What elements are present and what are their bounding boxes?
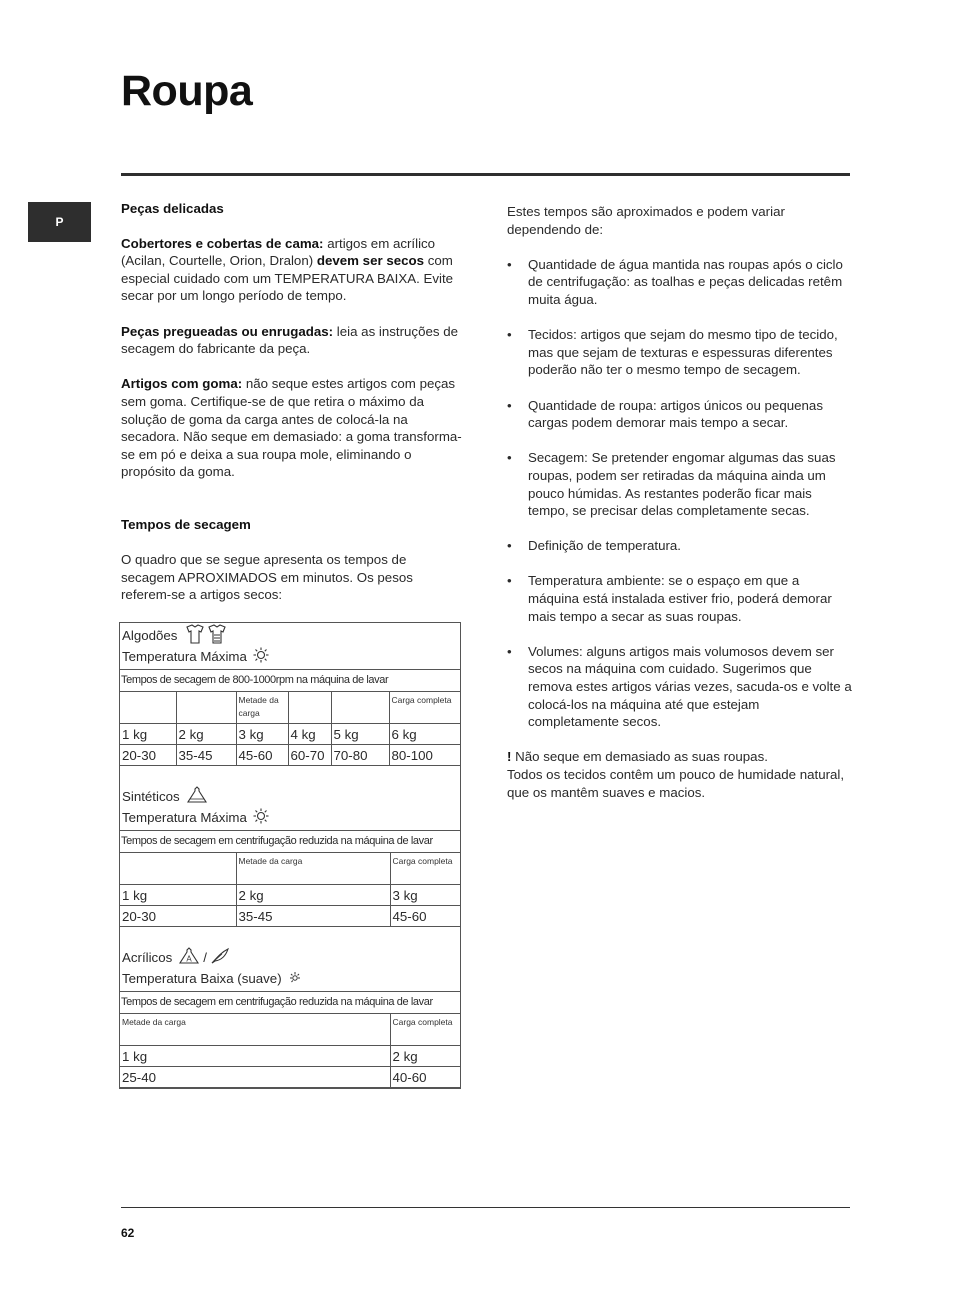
list-item: • Secagem: Se pretender engomar algumas das suas roupas, podem ser retiradas da máquina ainda um pouco húmidas. As restantes poderão ficar mais tempo, se precisar delas completamente secas.	[507, 449, 852, 519]
table-cell: 3 kg	[390, 885, 460, 906]
synthetic-fabric-icon	[186, 785, 208, 808]
warning-text-2: Todos os tecidos contêm um pouco de humidade natural, que os mantêm suaves e macios.	[507, 767, 845, 800]
page-number: 62	[121, 1226, 135, 1240]
top-divider	[121, 173, 850, 176]
cotton-temperature: Temperatura Máxima	[122, 649, 247, 664]
list-item: • Quantidade de roupa: artigos únicos ou pequenas cargas podem demorar mais tempo a secar.	[507, 397, 852, 432]
list-item: • Quantidade de água mantida nas roupas após o ciclo de centrifugação: as toalhas e peças delicadas retêm muita água.	[507, 256, 852, 309]
acrylics-weights-row	[120, 1046, 460, 1067]
list-item: • Temperatura ambiente: se o espaço em que a máquina está instalada estiver frio, poderá demorar mais tempo a secar as suas roupas.	[507, 572, 852, 625]
acrylics-times-row	[120, 1067, 460, 1088]
synthetics-temperature: Temperatura Máxima	[122, 810, 247, 825]
tshirt-icon	[183, 624, 229, 647]
page-title: Roupa	[121, 67, 253, 115]
acrylics-times-grid	[120, 1013, 460, 1088]
heading-delicate-items: Peças delicadas	[121, 201, 224, 216]
heading-drying-times: Tempos de secagem	[121, 516, 251, 532]
blankets-label: Cobertores e cobertas de cama:	[121, 235, 324, 251]
table-cell: 2 kg	[390, 1046, 460, 1067]
acrylics-full-load-label: Carga completa	[390, 1014, 460, 1046]
table-cell: 2 kg	[176, 724, 236, 745]
table-cell: 4 kg	[288, 724, 331, 745]
list-item: • Tecidos: artigos que sejam do mesmo tipo de tecido, mas que sejam de texturas e espessuras diferentes poderão não ter o mesmo tempo de secagem.	[507, 326, 852, 379]
synthetics-condition: Tempos de secagem em centrifugação reduzida na máquina de lavar	[120, 830, 460, 852]
starched-label: Artigos com goma:	[121, 376, 243, 392]
paragraph-pleated	[121, 323, 463, 358]
synthetics-label: Sintéticos	[122, 789, 180, 804]
sun-low-temp-icon	[288, 970, 302, 987]
blankets-text-1: artigos em acrílico (Acilan, Courtelle, Orion, Dralon)	[121, 235, 436, 269]
paragraph-blankets	[121, 235, 463, 305]
table-cell: 1 kg	[120, 724, 176, 745]
bottom-divider	[121, 1207, 850, 1208]
table-cell: 40-60	[390, 1067, 460, 1088]
acrylics-slash: /	[203, 950, 207, 965]
cotton-half-load-label: Metade da carga	[236, 692, 288, 724]
synthetics-weights-row	[120, 885, 460, 906]
acrylics-condition: Tempos de secagem em centrifugação reduzida na máquina de lavar	[120, 991, 460, 1013]
cotton-header	[120, 623, 460, 669]
pleated-text: leia as instruções de secagem do fabricante da peça.	[121, 323, 459, 357]
left-column	[121, 200, 463, 604]
table-cell: 45-60	[390, 906, 460, 927]
table-cell: 5 kg	[331, 724, 389, 745]
svg-text:A: A	[186, 954, 192, 964]
synthetics-full-load-label: Carga completa	[390, 853, 460, 885]
pleated-label: Peças pregueadas ou enrugadas:	[121, 323, 334, 339]
warning-text: Não seque em demasiado as suas roupas.	[511, 749, 768, 765]
drying-times-table	[119, 622, 461, 1089]
paragraph-drying-intro: O quadro que se segue apresenta os tempos de secagem APROXIMADOS em minutos. Os pesos referem-se a artigos secos:	[121, 552, 413, 603]
synthetics-times-row	[120, 906, 460, 927]
language-tab: P	[28, 202, 91, 242]
table-cell: 35-45	[176, 745, 236, 766]
cotton-label: Algodões	[122, 628, 178, 643]
acrylics-half-load-label: Metade da carga	[120, 1014, 390, 1046]
table-cell: 6 kg	[389, 724, 460, 745]
cotton-condition: Tempos de secagem de 800-1000rpm na máquina de lavar	[120, 669, 460, 691]
blankets-text-2: com especial cuidado com um TEMPERATURA BAIXA. Evite secar por um longo período de tempo.	[121, 253, 454, 304]
feather-icon	[210, 947, 230, 968]
paragraph-starched	[121, 375, 463, 481]
table-cell: 70-80	[331, 745, 389, 766]
table-cell: 3 kg	[236, 724, 288, 745]
right-column	[507, 203, 852, 801]
cotton-weights-row	[120, 724, 460, 745]
table-cell: 20-30	[120, 906, 236, 927]
table-cell: 2 kg	[236, 885, 390, 906]
table-cell: 35-45	[236, 906, 390, 927]
cotton-full-load-label: Carga completa	[389, 692, 460, 724]
acrylics-header	[120, 927, 460, 991]
table-cell: 45-60	[236, 745, 288, 766]
warning-mark: !	[507, 749, 512, 765]
table-cell: 80-100	[389, 745, 460, 766]
list-item: • Definição de temperatura.	[507, 537, 852, 555]
table-cell: 25-40	[120, 1067, 390, 1088]
cotton-times-row	[120, 745, 460, 766]
starched-text: não seque estes artigos com peças sem goma. Certifique-se de que retira o máximo da solução de goma da carga antes de colocá-la na secadora. Não seque em demasiado: a goma transforma-se em pó e deixa a sua roupa mole, eliminando o propósito da goma.	[121, 376, 462, 480]
sun-high-temp-icon	[253, 647, 269, 666]
blankets-bold: devem ser secos	[316, 253, 425, 269]
cotton-times-grid	[120, 691, 460, 766]
acrylics-label: Acrílicos	[122, 950, 173, 965]
table-cell: 1 kg	[120, 1046, 390, 1067]
list-item: • Volumes: alguns artigos mais volumosos devem ser secos na máquina com cuidado. Sugerimos que remova estes artigos várias vezes, sacuda-os e volte a colocá-los na máquina até que estejam completamente secos.	[507, 643, 852, 731]
acrylics-temperature: Temperatura Baixa (suave)	[122, 971, 282, 986]
warning-note	[507, 748, 852, 801]
synthetics-times-grid	[120, 852, 460, 927]
table-cell: 1 kg	[120, 885, 236, 906]
factors-intro: Estes tempos são aproximados e podem variar dependendo de:	[507, 204, 785, 237]
synthetics-half-load-label: Metade da carga	[236, 853, 390, 885]
sun-high-temp-icon	[253, 808, 269, 827]
table-cell: 60-70	[288, 745, 331, 766]
factors-list	[507, 256, 852, 731]
synthetics-header	[120, 766, 460, 830]
table-cell: 20-30	[120, 745, 176, 766]
acrylic-fabric-icon	[178, 946, 200, 969]
